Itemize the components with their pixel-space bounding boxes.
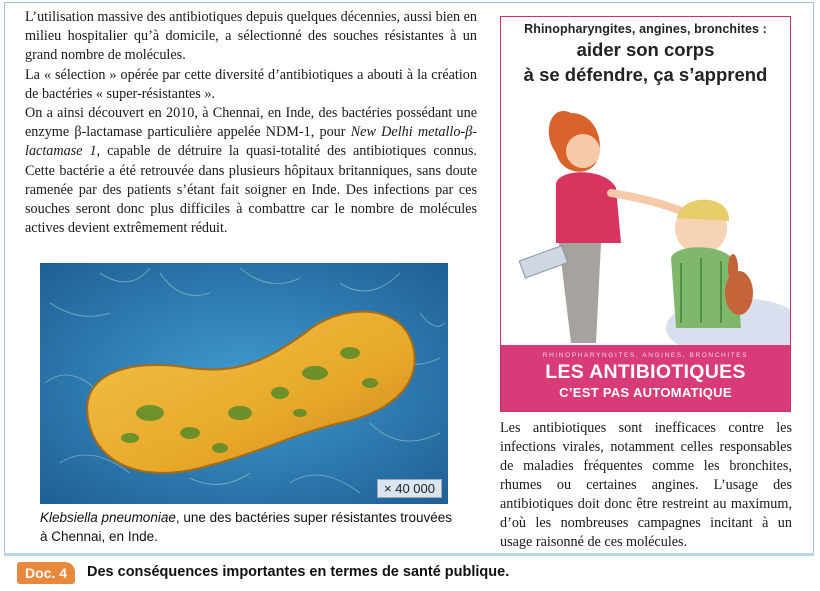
doc-title: Des conséquences importantes en termes de santé publique. [87,564,510,580]
campaign-poster [500,16,791,412]
species-name-italic: Klebsiella pneumoniae [40,510,176,525]
bacteria-micrograph [40,263,448,504]
paragraph-2: La « sélection » opérée par cette diversité d’antibiotiques a abouti à la création de bactéries « super-résistantes ». [25,66,477,102]
poster-headline-2: à se défendre, ça s’apprend [523,64,768,85]
mother-figure [519,111,681,343]
poster-band-subtitle: RHINOPHARYNGITES, ANGINES, BRONCHITES [542,352,749,359]
main-text-block [25,8,477,238]
caption-rest: , une des bactéries super résistantes trouvées à Chennai, en Inde. [40,510,452,544]
poster-headline-1: aider son corps [576,39,715,60]
magnification-label: × 40 000 [377,479,442,498]
enzyme-name-italic: New Delhi metallo-β-lactamase 1 [25,124,477,160]
poster-slogan-band [501,345,790,412]
poster-caption [500,419,792,552]
micrograph-caption [40,508,456,546]
paragraph-3-end: , capable de détruire la quasi-totalité des antibiotiques connus. Cette bactérie a été retrouvée dans plusieurs hôpitaux britanniques, sans doute ramenée par des patients s’étant fait soigner en Inde. Des infections par ces souches seront donc plus difficiles à combattre car le nombre de molécules actives devient extrêmement réduit. [25,143,477,237]
poster-band-slogan: C’EST PAS AUTOMATIQUE [559,385,732,400]
paragraph-3-start: On a ainsi découvert en 2010, à Chennai, en Inde, des bactéries possédant une enzyme β-lactamase particulière appelée NDM-1, pour [25,105,477,141]
poster-caption-text: Les antibiotiques sont inefficaces contre les infections virales, notamment celles responsables de maladies fréquentes comme les bronchites, rhumes ou certaines angines. L’usage des antibiotiques doit donc être restreint au maximum, d’où les nombreuses campagnes incitant à un usage raisonné de ces molécules. [500,420,792,550]
child-figure [671,200,753,328]
paragraph-3 [25,104,477,238]
poster-subtitle: Rhinopharyngites, angines, bronchites : [524,22,767,36]
poster-band-title: LES ANTIBIOTIQUES [545,361,746,383]
frame-bottom-rule [4,553,814,556]
poster-header [501,22,790,86]
poster-illustration [501,93,791,345]
doc-number-badge: Doc. 4 [17,562,75,584]
paragraph-1: L’utilisation massive des antibiotiques depuis quelques décennies, aussi bien en milieu hospitalier qu’à domicile, a sélectionné des souches résistantes à un grand nombre de molécules. [25,9,477,64]
micrograph-image [40,263,448,504]
